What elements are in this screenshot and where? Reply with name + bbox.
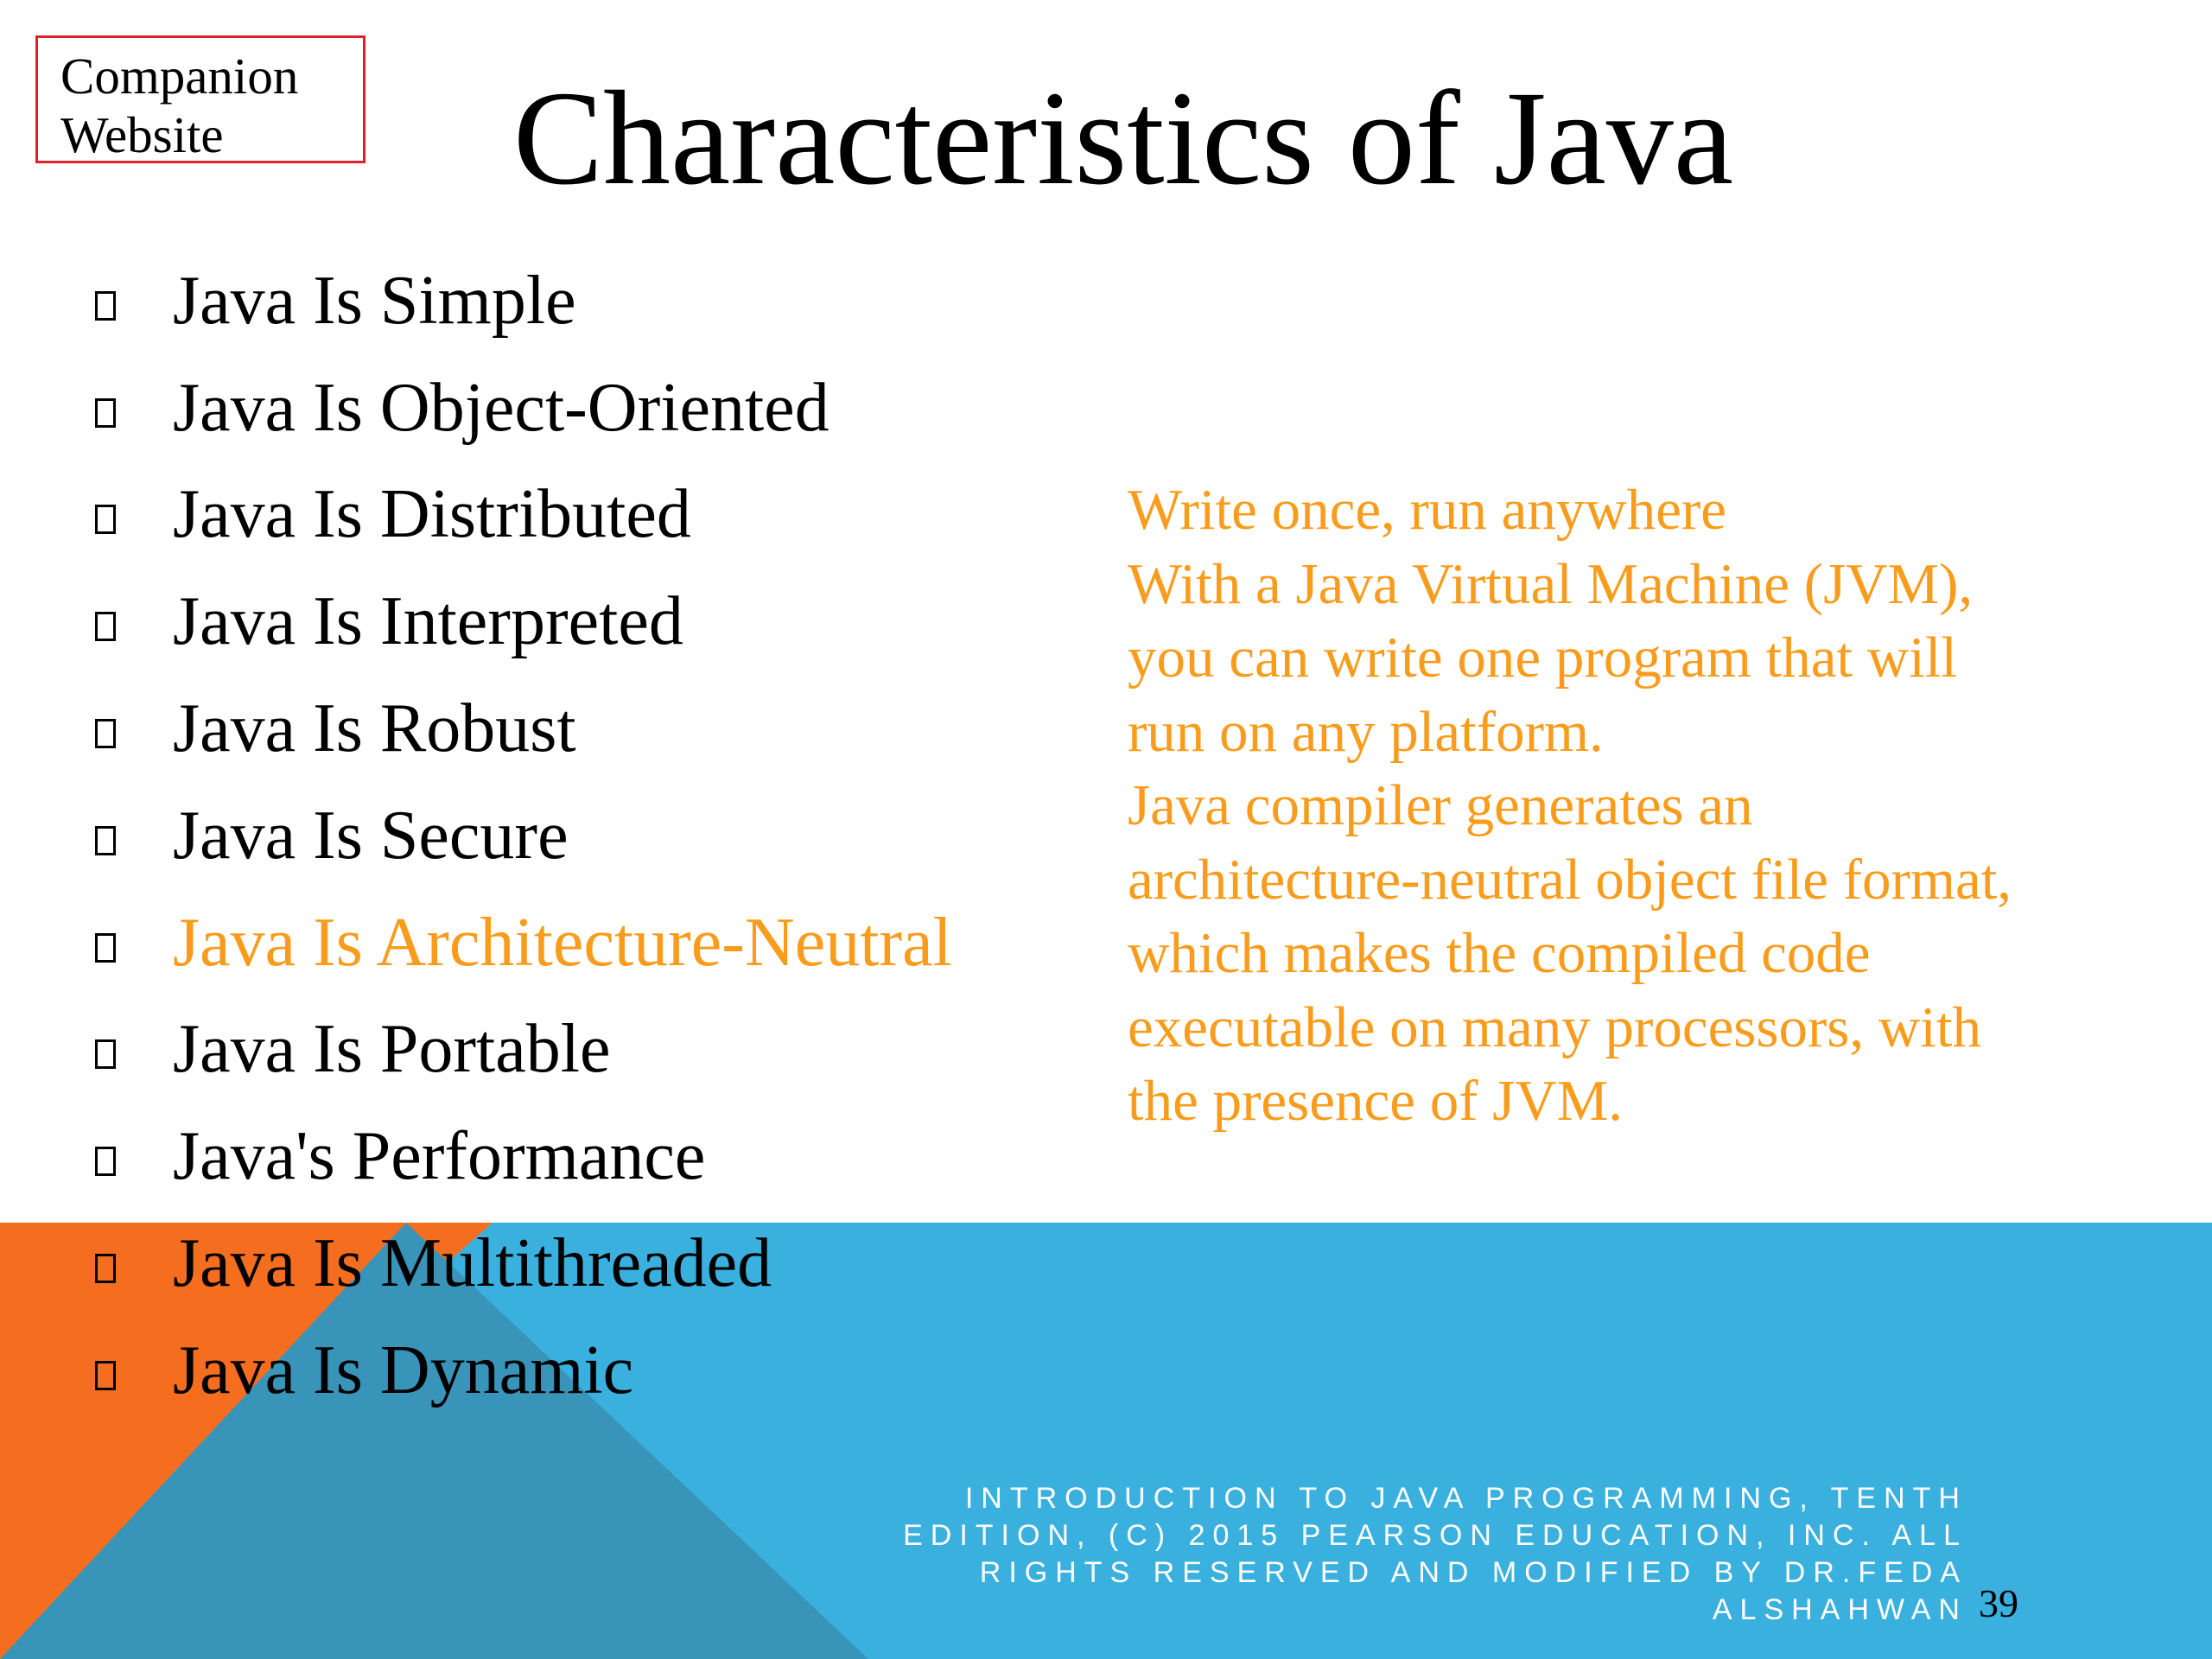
footer-copyright bbox=[844, 1480, 1967, 1629]
footer-line: EDITION, (C) 2015 PEARSON EDUCATION, INC. ALL bbox=[903, 1519, 1967, 1552]
note-line: executable on many processors, with bbox=[1128, 995, 1981, 1059]
note-line: the presence of JVM. bbox=[1128, 1069, 1624, 1133]
list-item bbox=[95, 247, 952, 354]
list-item bbox=[95, 1103, 952, 1210]
footer-line: RIGHTS RESERVED AND MODIFIED BY DR.FEDA bbox=[979, 1556, 1967, 1589]
list-item bbox=[95, 461, 952, 569]
bullet-box-icon bbox=[95, 933, 116, 963]
note-line: Java compiler generates an bbox=[1128, 773, 1753, 837]
bullet-box-icon bbox=[95, 1361, 116, 1390]
list-item-text: Java's Performance bbox=[173, 1118, 706, 1195]
list-item bbox=[95, 889, 952, 996]
note-line: run on any platform. bbox=[1128, 699, 1604, 764]
characteristics-list bbox=[95, 247, 952, 1424]
list-item bbox=[95, 354, 952, 461]
list-item-text: Java Is Distributed bbox=[173, 476, 691, 553]
list-item-text: Java Is Interpreted bbox=[173, 583, 683, 660]
list-item-text: Java Is Simple bbox=[173, 262, 576, 339]
bullet-box-icon bbox=[95, 826, 116, 855]
bullet-box-icon bbox=[95, 505, 116, 534]
list-item bbox=[95, 1210, 952, 1317]
bullet-box-icon bbox=[95, 612, 116, 641]
footer-line: ALSHAHWAN bbox=[1712, 1593, 1967, 1626]
bullet-box-icon bbox=[95, 719, 116, 748]
note-line: which makes the compiled code bbox=[1128, 921, 1871, 985]
list-item-text: Java Is Secure bbox=[173, 797, 569, 874]
list-item bbox=[95, 675, 952, 782]
note-line: architecture-neutral object file format, bbox=[1128, 847, 2012, 912]
footer-line: INTRODUCTION TO JAVA PROGRAMMING, TENTH bbox=[964, 1482, 1967, 1515]
slide-title: Characteristics of Java bbox=[512, 63, 1734, 213]
bullet-box-icon bbox=[95, 1039, 116, 1069]
list-item-text: Java Is Portable bbox=[173, 1011, 611, 1088]
architecture-neutral-note bbox=[1128, 474, 2173, 1139]
list-item bbox=[95, 782, 952, 889]
list-item-text: Java Is Robust bbox=[173, 690, 576, 767]
bullet-box-icon bbox=[95, 291, 116, 321]
list-item-text: Java Is Object-Oriented bbox=[173, 369, 830, 446]
note-line: you can write one program that will bbox=[1128, 626, 1958, 690]
list-item-text: Java Is Dynamic bbox=[173, 1332, 634, 1408]
companion-label-line: Companion bbox=[60, 48, 299, 105]
bullet-box-icon bbox=[95, 1147, 116, 1176]
bullet-box-icon bbox=[95, 398, 116, 428]
list-item-text: Java Is Multithreaded bbox=[173, 1225, 772, 1302]
list-item bbox=[95, 568, 952, 675]
list-item bbox=[95, 1317, 952, 1424]
list-item-text: Java Is Architecture-Neutral bbox=[173, 904, 952, 981]
note-line: Write once, run anywhere bbox=[1128, 478, 1727, 542]
companion-label-line: Website bbox=[60, 106, 224, 163]
page-number: 39 bbox=[1979, 1581, 2018, 1625]
note-line: With a Java Virtual Machine (JVM), bbox=[1128, 551, 1974, 616]
bullet-box-icon bbox=[95, 1254, 116, 1283]
list-item bbox=[95, 996, 952, 1103]
